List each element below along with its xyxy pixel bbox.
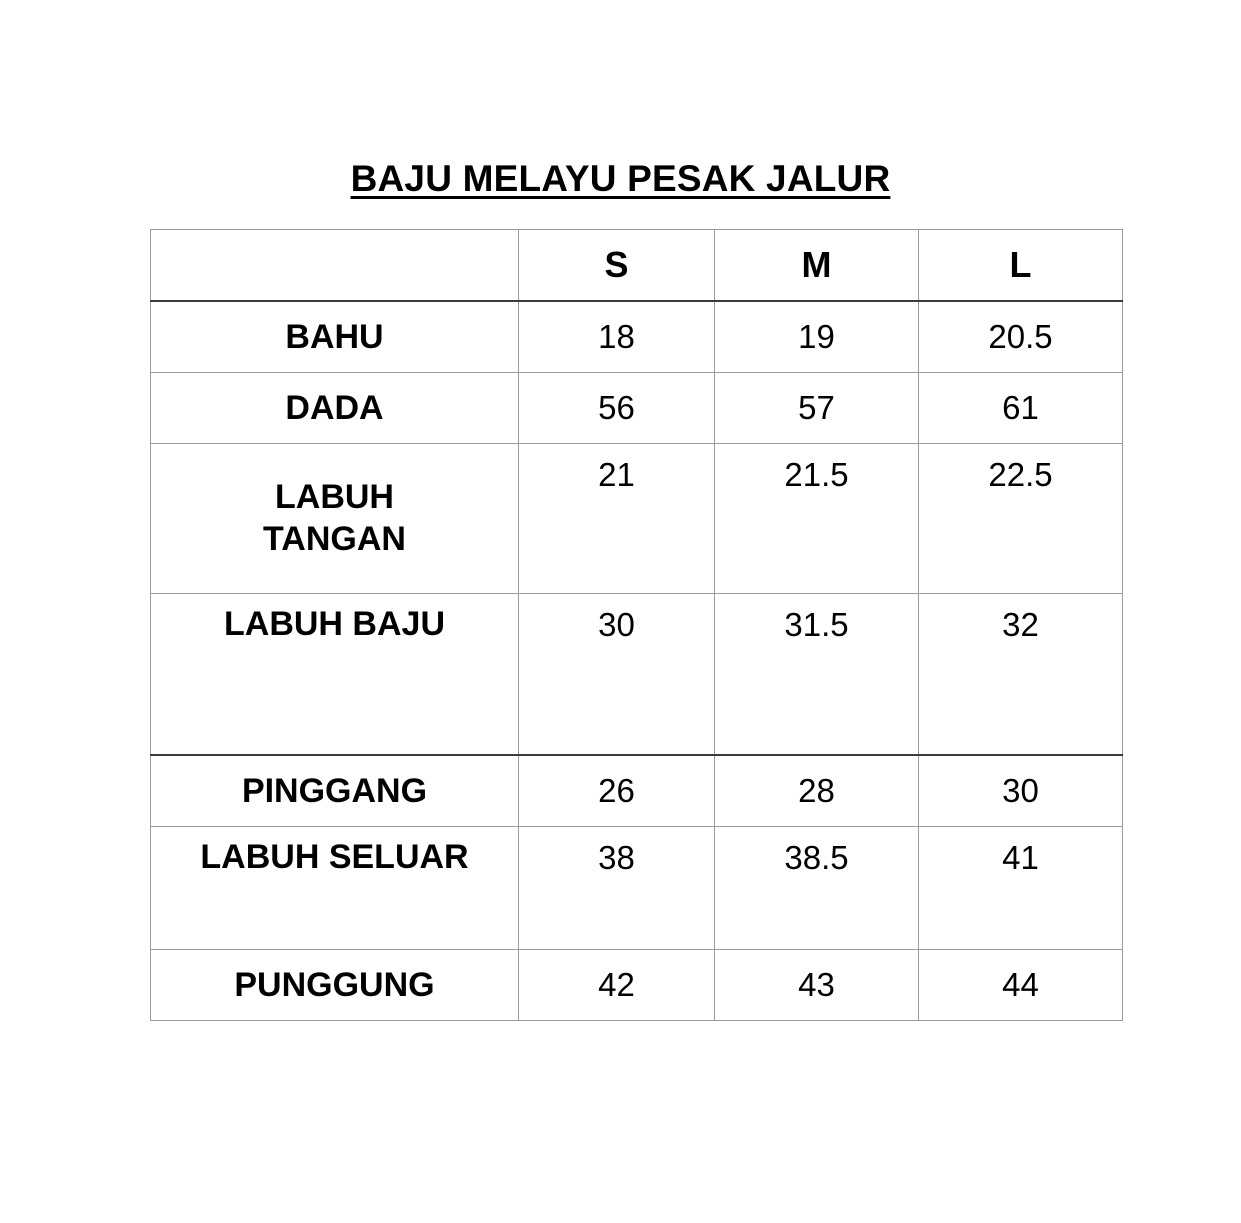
cell-pinggang-m: 28: [715, 755, 919, 827]
table-row: [151, 827, 1123, 950]
page-title: BAJU MELAYU PESAK JALUR: [350, 158, 891, 199]
cell-labuh-baju-l: 32: [919, 594, 1123, 756]
size-chart-table-container: [150, 229, 1122, 1021]
table-row: [151, 444, 1123, 594]
row-label-labuh-baju: LABUH BAJU: [151, 594, 519, 756]
cell-dada-m: 57: [715, 373, 919, 444]
table-header-row: [151, 230, 1123, 302]
cell-labuh-seluar-s: 38: [519, 827, 715, 950]
header-cell-size-s: S: [519, 230, 715, 302]
table-row: [151, 950, 1123, 1021]
cell-bahu-s: 18: [519, 301, 715, 373]
cell-labuh-tangan-l: 22.5: [919, 444, 1123, 594]
cell-dada-s: 56: [519, 373, 715, 444]
row-label-line-1: LABUH: [275, 478, 394, 517]
cell-labuh-baju-s: 30: [519, 594, 715, 756]
cell-dada-l: 61: [919, 373, 1123, 444]
cell-labuh-baju-m: 31.5: [715, 594, 919, 756]
cell-punggung-l: 44: [919, 950, 1123, 1021]
cell-labuh-seluar-m: 38.5: [715, 827, 919, 950]
row-label-punggung: PUNGGUNG: [151, 950, 519, 1021]
row-label-line-2: TANGAN: [263, 519, 406, 558]
table-row: [151, 373, 1123, 444]
cell-pinggang-s: 26: [519, 755, 715, 827]
table-row: [151, 755, 1123, 827]
cell-punggung-m: 43: [715, 950, 919, 1021]
table-row: [151, 301, 1123, 373]
cell-punggung-s: 42: [519, 950, 715, 1021]
table-row: [151, 594, 1123, 756]
header-cell-blank: [151, 230, 519, 302]
header-cell-size-l: L: [919, 230, 1123, 302]
cell-labuh-tangan-s: 21: [519, 444, 715, 594]
row-label-labuh-seluar: LABUH SELUAR: [151, 827, 519, 950]
row-label-bahu: BAHU: [151, 301, 519, 373]
cell-bahu-l: 20.5: [919, 301, 1123, 373]
cell-labuh-seluar-l: 41: [919, 827, 1123, 950]
cell-pinggang-l: 30: [919, 755, 1123, 827]
row-label-pinggang: PINGGANG: [151, 755, 519, 827]
cell-bahu-m: 19: [715, 301, 919, 373]
row-label-labuh-tangan: [151, 444, 519, 594]
size-chart-table: [150, 229, 1123, 1021]
cell-labuh-tangan-m: 21.5: [715, 444, 919, 594]
row-label-dada: DADA: [151, 373, 519, 444]
header-cell-size-m: M: [715, 230, 919, 302]
